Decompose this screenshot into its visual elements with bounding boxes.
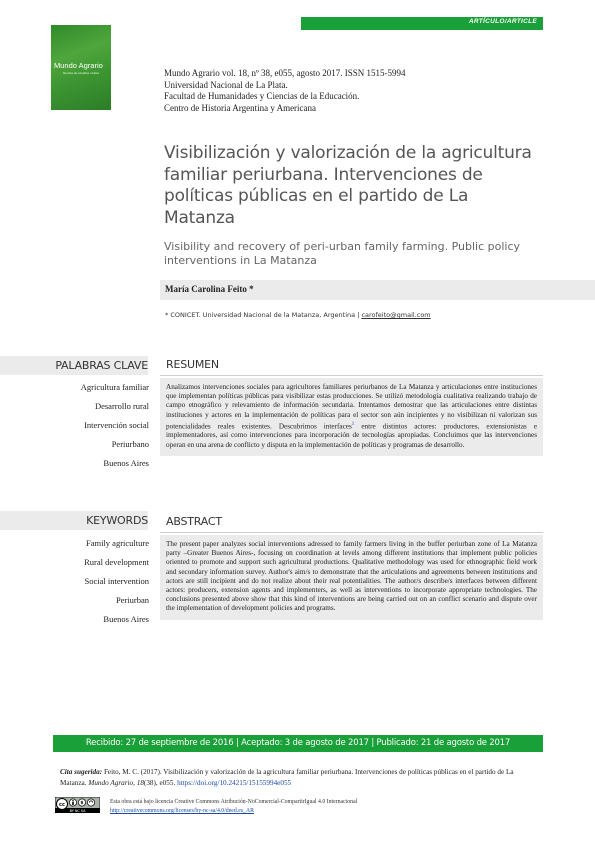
- journal-line: Mundo Agrario vol. 18, nº 38, e055, agosto 2017. ISSN 1515-5994: [164, 68, 406, 78]
- keyword-item: Intervención social: [84, 420, 149, 430]
- keyword-item: Family agriculture: [85, 538, 149, 548]
- svg-text:cc: cc: [59, 802, 65, 808]
- keyword-item: Social intervention: [84, 576, 149, 586]
- keywords-header: [0, 511, 148, 530]
- keyword-item: Buenos Aires: [103, 458, 149, 468]
- logo-name: Mundo Agrario: [54, 61, 103, 70]
- author-bar: [160, 280, 595, 300]
- svg-text:BY NC SA: BY NC SA: [69, 809, 86, 813]
- abstract-box: [160, 535, 543, 620]
- article-title: Visibilización y valorización de la agricultura familiar periurbana. Intervenciones de políticas públicas en el partido de La Matanza: [164, 143, 532, 228]
- keyword-item: Periurban: [115, 595, 149, 605]
- footnote-link[interactable]: 1: [351, 421, 355, 427]
- resumen-divider: [160, 375, 543, 376]
- keywords-list: [40, 534, 149, 629]
- resumen-box: [160, 378, 543, 456]
- palabras-clave-heading: PALABRAS CLAVE: [55, 359, 148, 372]
- keyword-item: Desarrollo rural: [94, 401, 149, 411]
- license-text: Esta obra está bajo licencia Creative Commons Atribución-NoComercial-CompartirIgual 4.0 Internacional: [110, 799, 358, 805]
- citation-text: Feito, M. C. (2017). Visibilización y valorización de la agricultura familiar periurbana. Intervenciones de políticas públicas en el partido de La Matanza.: [60, 768, 514, 787]
- creative-commons-badge-icon[interactable]: [55, 797, 100, 813]
- suggested-citation: [60, 767, 540, 789]
- journal-line: Facultad de Humanidades y Ciencias de la Educación.: [164, 91, 360, 101]
- abstract-text: The present paper analyzes social interventions adressed to family farmers living in the buffer periurban zone of La Matanza party –Greater Buenos Aires-, focusing on coordination at levels among different institutions that implement public policies oriented to promote and support such agricultural productions. Qualitative methodology was used for ethnographic field work and secondary information survey. Author's aim/s to demonstrate that the articulations and agreements between institutions and actors are still incipient and do not realize about their real potentialities. The author/s describe/s interfaces between different actors: producers, extension agents and implementers, as well as interventions to incorporate appropriate technologies. The conclusions presented above show that this kind of interventions are being carried out on an conflict scenario and dispute over the implementation of development policies and programs.: [166, 540, 537, 613]
- article-type-bar: [301, 17, 543, 30]
- author-email-link[interactable]: carofeito@gmail.com: [361, 311, 431, 319]
- journal-logo: [51, 25, 111, 110]
- citation-journal: Mundo Agrario, 18: [88, 779, 144, 787]
- license-notice: [110, 798, 357, 816]
- article-title-english: Visibility and recovery of peri-urban family farming. Public policy interventions in La Matanza: [164, 240, 521, 267]
- keyword-item: Agricultura familiar: [80, 382, 149, 392]
- resumen-heading: RESUMEN: [166, 358, 219, 371]
- palabras-clave-header: [0, 356, 148, 375]
- journal-line: Universidad Nacional de La Plata.: [164, 79, 288, 90]
- journal-line: Centro de Historia Argentina y Americana: [164, 102, 317, 113]
- keywords-heading: KEYWORDS: [86, 514, 148, 527]
- doi-link[interactable]: https://doi.org/10.24215/15155994e055: [177, 779, 292, 787]
- logo-subtitle: Revista de estudios rurales: [63, 71, 100, 75]
- keyword-item: Buenos Aires: [103, 614, 149, 624]
- svg-text:$: $: [80, 801, 84, 807]
- article-type-label: ARTÍCULO/ARTICLE: [468, 18, 537, 25]
- publication-dates: Recibido: 27 de septiembre de 2016 | Aceptado: 3 de agosto de 2017 | Publicado: 21 de agosto de 2017: [85, 738, 511, 748]
- citation-issue: (38), e055.: [143, 779, 178, 787]
- palabras-clave-list: [40, 378, 149, 473]
- abstract-heading: ABSTRACT: [166, 515, 222, 528]
- license-link[interactable]: http://creativecommons.org/licenses/by-nc-sa/4.0/deed.es_AR: [110, 808, 254, 814]
- author-name: María Carolina Feito *: [165, 284, 254, 294]
- resumen-text: Analizamos intervenciones sociales para agricultores familiares periurbanos de La Matanza y articulaciones entre instituciones que implementan políticas públicas para visibilizar estas producciones. Se utilizó metodología cualitativa realizando trabajo de campo etnográfico y relevamiento de información secundaria. Intentamos demostrar que las articulaciones entre distintas instituciones y actores en la implementación de políticas para el sector son aún incipientes y no visibilizan ni valorizan sus potencialidades reales existentes. Descubrimos interfaces$^1$ entre distintos actores: productores, extensionistas e implementadores, así como intervenciones para incorporación de tecnologías apropiadas. Concluimos que las intervenciones operan en una arena de conflicto y disputa en la implementación de políticas y programas de desarrollo.: [166, 383, 537, 449]
- abstract-divider: [160, 532, 543, 533]
- journal-info: [164, 68, 406, 114]
- keyword-item: Rural development: [84, 557, 149, 567]
- keyword-item: Periurbano: [111, 439, 149, 449]
- citation-label: Cita sugerida:: [60, 768, 103, 776]
- dates-bar: [53, 735, 543, 752]
- author-affiliation: [165, 311, 431, 319]
- affiliation-text: * CONICET. Universidad Nacional de la Matanza, Argentina |: [165, 311, 362, 319]
